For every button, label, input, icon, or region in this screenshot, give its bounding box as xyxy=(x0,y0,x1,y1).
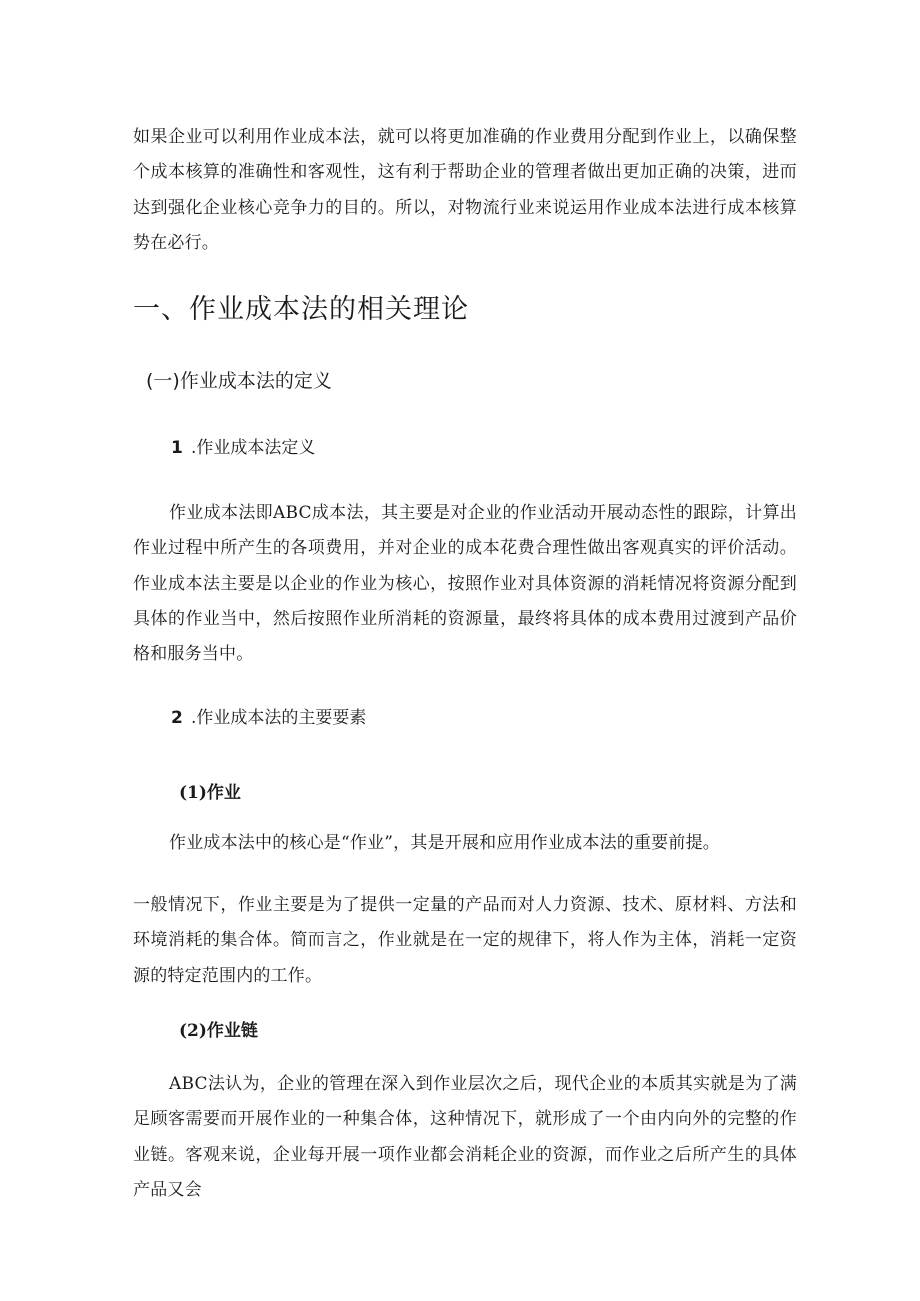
subsection-2-number: 2 xyxy=(171,708,183,728)
item-1-heading: (1)作业 xyxy=(179,783,241,803)
section-heading: (一)作业成本法的定义 xyxy=(146,370,332,392)
subsection-1-title: .作业成本法定义 xyxy=(191,438,316,458)
item-2-heading: (2)作业链 xyxy=(179,1021,258,1041)
subsection-2-title: .作业成本法的主要要素 xyxy=(191,708,367,728)
chapter-heading: 一、作业成本法的相关理论 xyxy=(133,294,469,325)
intro-paragraph: 如果企业可以利用作业成本法，就可以将更加准确的作业费用分配到作业上，以确保整个成本核算的准确性和客观性，这有利于帮助企业的管理者做出更加正确的决策，进而达到强化企业核心竞争力的目的。所以，对物流行业来说运用作业成本法进行成本核算势在必行。 xyxy=(133,127,797,253)
subsection-1-heading xyxy=(171,435,315,461)
subsection-1-number: 1 xyxy=(171,438,183,458)
item-1-paragraph-2: 一般情况下，作业主要是为了提供一定量的产品而对人力资源、技术、原材料、方法和环境消耗的集合体。简而言之，作业就是在一定的规律下，将人作为主体，消耗一定资源的特定范围内的工作。 xyxy=(133,895,797,986)
definition-paragraph: 作业成本法即ABC成本法，其主要是对企业的作业活动开展动态性的跟踪，计算出作业过程中所产生的各项费用，并对企业的成本花费合理性做出客观真实的评价活动。作业成本法主要是以企业的作业为核心，按照作业对具体资源的消耗情况将资源分配到具体的作业当中，然后按照作业所消耗的资源量，最终将具体的成本费用过渡到产品价格和服务当中。 xyxy=(133,503,797,665)
subsection-2-heading xyxy=(171,705,366,731)
item-2-paragraph: ABC法认为，企业的管理在深入到作业层次之后，现代企业的本质其实就是为了满足顾客需要而开展作业的一种集合体，这种情况下，就形成了一个由内向外的完整的作业链。客观来说，企业每开展一项作业都会消耗企业的资源，而作业之后所产生的具体产品又会 xyxy=(133,1074,797,1200)
item-1-paragraph-1: 作业成本法中的核心是“作业”，其是开展和应用作业成本法的重要前提。 xyxy=(169,833,720,853)
